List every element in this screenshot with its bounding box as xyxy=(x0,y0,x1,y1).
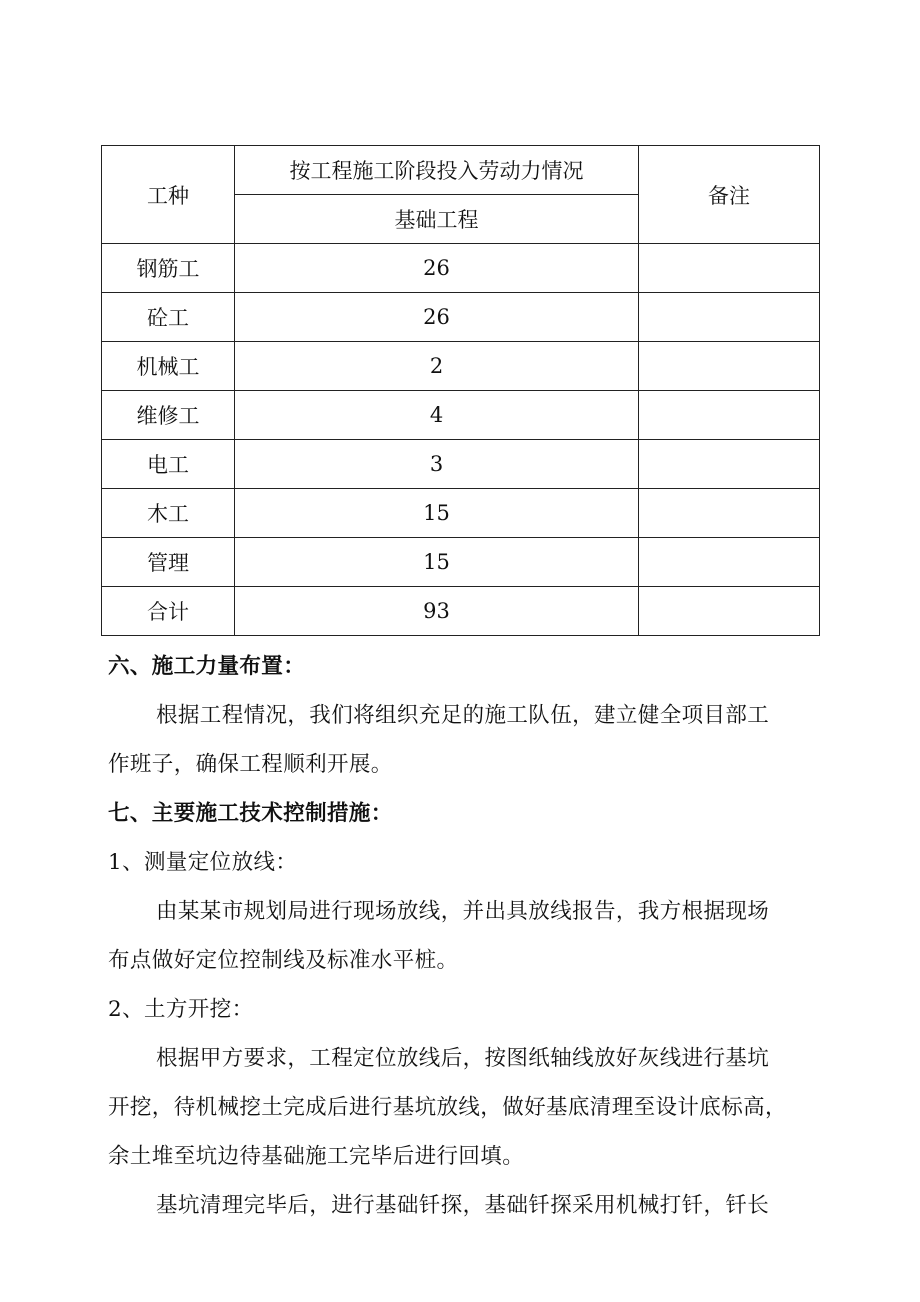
table-row xyxy=(102,440,820,489)
table-row xyxy=(102,342,820,391)
section-7-heading: 七、主要施工技术控制措施： xyxy=(108,801,393,826)
trade-cell: 机械工 xyxy=(102,342,235,391)
table-row xyxy=(102,391,820,440)
table-row xyxy=(102,538,820,587)
table-row xyxy=(102,293,820,342)
header-trade: 工种 xyxy=(102,146,235,244)
count-cell: 3 xyxy=(235,440,639,489)
count-cell: 15 xyxy=(235,489,639,538)
count-cell: 2 xyxy=(235,342,639,391)
paragraph-line: 余土堆至坑边待基础施工完毕后进行回填。 xyxy=(108,1144,525,1169)
paragraph-line: 布点做好定位控制线及标准水平桩。 xyxy=(108,948,459,973)
paragraph-line: 开挖，待机械挖土完成后进行基坑放线，做好基底清理至设计底标高， xyxy=(108,1095,787,1120)
document-body xyxy=(108,642,820,1230)
item-1-title: 1、测量定位放线： xyxy=(108,850,298,875)
trade-cell: 维修工 xyxy=(102,391,235,440)
trade-cell: 砼工 xyxy=(102,293,235,342)
count-cell: 26 xyxy=(235,293,639,342)
paragraph-line: 根据甲方要求，工程定位放线后，按图纸轴线放好灰线进行基坑 xyxy=(156,1046,770,1071)
header-remark: 备注 xyxy=(639,146,820,244)
remark-cell xyxy=(639,538,820,587)
remark-cell xyxy=(639,391,820,440)
remark-cell xyxy=(639,489,820,538)
remark-cell xyxy=(639,244,820,293)
paragraph-line: 根据工程情况，我们将组织充足的施工队伍，建立健全项目部工 xyxy=(156,703,770,728)
paragraph-line: 作班子，确保工程顺利开展。 xyxy=(108,752,393,777)
remark-cell xyxy=(639,440,820,489)
count-cell: 26 xyxy=(235,244,639,293)
count-cell: 15 xyxy=(235,538,639,587)
trade-cell: 木工 xyxy=(102,489,235,538)
remark-cell xyxy=(639,293,820,342)
trade-cell: 电工 xyxy=(102,440,235,489)
table-row xyxy=(102,244,820,293)
table-total-row xyxy=(102,587,820,636)
header-stage: 基础工程 xyxy=(235,195,639,244)
table-header-row xyxy=(102,146,820,195)
remark-cell xyxy=(639,587,820,636)
paragraph-line: 由某某市规划局进行现场放线，并出具放线报告，我方根据现场 xyxy=(156,899,770,924)
trade-cell: 合计 xyxy=(102,587,235,636)
paragraph-line: 基坑清理完毕后，进行基础钎探，基础钎探采用机械打钎，钎长 xyxy=(156,1193,770,1218)
remark-cell xyxy=(639,342,820,391)
header-stage-group: 按工程施工阶段投入劳动力情况 xyxy=(235,146,639,195)
section-6-heading: 六、施工力量布置： xyxy=(108,654,306,679)
count-cell: 4 xyxy=(235,391,639,440)
labor-table xyxy=(101,145,820,636)
trade-cell: 钢筋工 xyxy=(102,244,235,293)
count-cell: 93 xyxy=(235,587,639,636)
trade-cell: 管理 xyxy=(102,538,235,587)
item-2-title: 2、土方开挖： xyxy=(108,997,254,1022)
table-row xyxy=(102,489,820,538)
